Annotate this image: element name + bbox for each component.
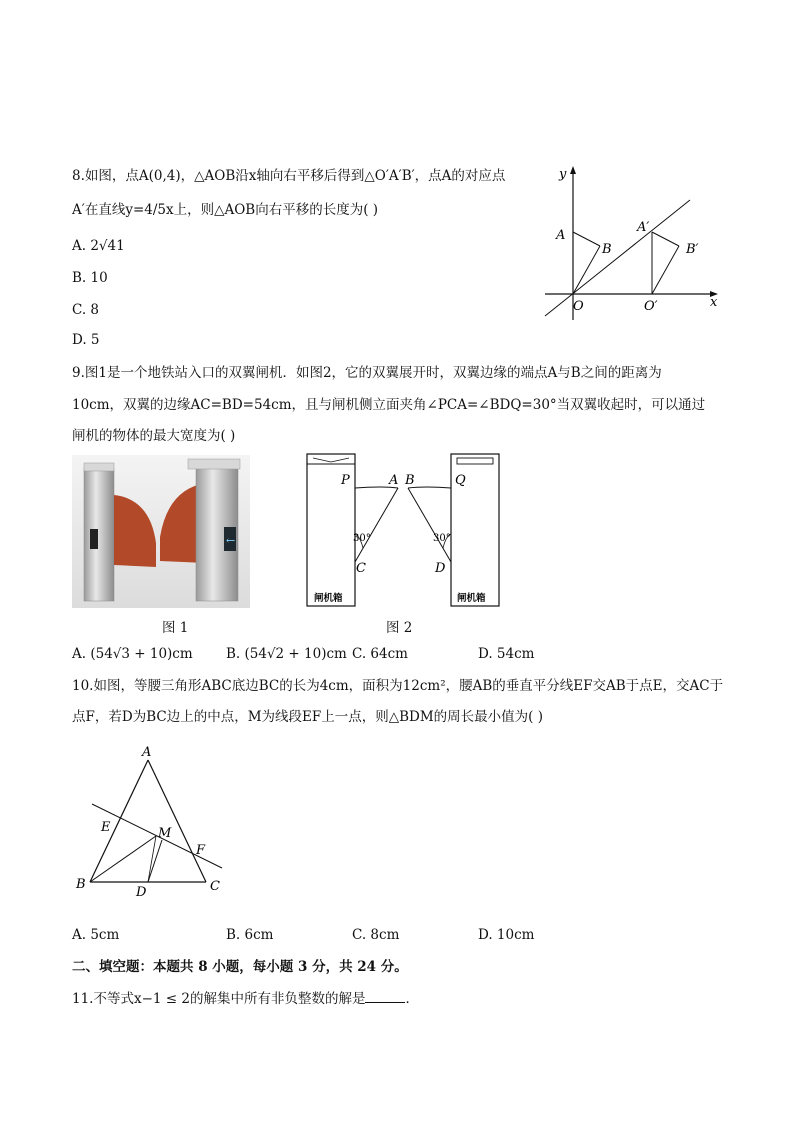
q9-option-b: B. (54√2 + 10)cm: [226, 646, 347, 662]
q10-label-f: F: [196, 843, 206, 858]
q11-answer-blank[interactable]: [365, 988, 405, 1003]
q8-label-b-prime: B′: [686, 242, 699, 257]
q9-option-c: C. 64cm: [352, 646, 408, 662]
q9-line3: 闸机的物体的最大宽度为( ): [72, 428, 236, 444]
q10-label-a: A: [142, 745, 152, 760]
q9-figure1-photo: [72, 455, 250, 608]
q10-option-d: D. 10cm: [478, 927, 535, 943]
q8-option-a: A. 2√41: [72, 238, 125, 254]
q9-box-label-right: 闸机箱: [457, 593, 486, 604]
q9-angle-left: 30°: [353, 533, 371, 544]
q8-label-o-prime: O′: [644, 299, 658, 314]
q8-label-x: x: [710, 295, 718, 310]
q11-text-after: ．: [405, 991, 419, 1007]
section2-title: 二、填空题：本题共 8 小题，每小题 3 分，共 24 分。: [72, 959, 408, 975]
q10-option-b: B. 6cm: [226, 927, 274, 943]
q9-label-c: C: [356, 561, 366, 576]
q8-line2: A′在直线y=4/5x上，则△AOB向右平移的长度为( ): [72, 202, 379, 218]
q10-label-m: M: [158, 826, 172, 841]
q8-label-a-prime: A′: [637, 220, 650, 235]
q9-box-label-left: 闸机箱: [314, 593, 343, 604]
q10-option-c: C. 8cm: [352, 927, 400, 943]
q8-label-b: B: [602, 242, 612, 257]
q10-label-b: B: [76, 877, 86, 892]
q10-line2: 点F，若D为BC边上的中点，M为线段EF上一点，则△BDM的周长最小值为( ): [72, 709, 544, 725]
q8-label-a: A: [556, 228, 566, 243]
q8-option-c: C. 8: [72, 302, 100, 318]
q10-label-e: E: [101, 820, 111, 835]
q10-option-a: A. 5cm: [72, 927, 120, 943]
q10-figure: [72, 740, 232, 900]
q8-option-b: B. 10: [72, 270, 108, 286]
q9-caption2: 图 2: [386, 620, 413, 636]
q9-label-d: D: [435, 561, 446, 576]
q8-label-o: O: [573, 299, 584, 314]
q9-angle-right: 30°: [433, 533, 451, 544]
q11-line: [72, 988, 419, 1009]
q10-label-c: C: [210, 879, 220, 894]
q8-figure: [540, 160, 730, 325]
q9-label-a: A: [389, 473, 399, 488]
q9-label-p: P: [341, 473, 350, 488]
q9-line1: 9.图1是一个地铁站入口的双翼闸机．如图2，它的双翼展开时，双翼边缘的端点A与B之间的距离为: [72, 365, 662, 381]
q9-caption1: 图 1: [162, 620, 189, 636]
arrow-left-icon: ←: [226, 534, 236, 547]
q8-option-d: D. 5: [72, 332, 100, 348]
q9-line2: 10cm，双翼的边缘AC=BD=54cm，且与闸机侧立面夹角∠PCA=∠BDQ=30°当双翼收起时，可以通过: [72, 397, 706, 413]
q9-figure2-diagram: [305, 452, 501, 608]
q9-option-d: D. 54cm: [478, 646, 535, 662]
q8-line1: 8.如图，点A(0,4)，△AOB沿x轴向右平移后得到△O′A′B′，点A的对应点: [72, 168, 506, 184]
q9-label-q: Q: [455, 473, 466, 488]
q9-label-b: B: [405, 473, 415, 488]
q9-option-a: A. (54√3 + 10)cm: [72, 646, 193, 662]
q8-label-y: y: [559, 167, 567, 182]
q10-label-d: D: [136, 885, 147, 900]
q10-line1: 10.如图，等腰三角形ABC底边BC的长为4cm，面积为12cm²，腰AB的垂直平分线EF交AB于点E，交AC于: [72, 678, 724, 694]
q11-text-before: 11.不等式x−1 ≤ 2的解集中所有非负整数的解是: [72, 991, 366, 1007]
